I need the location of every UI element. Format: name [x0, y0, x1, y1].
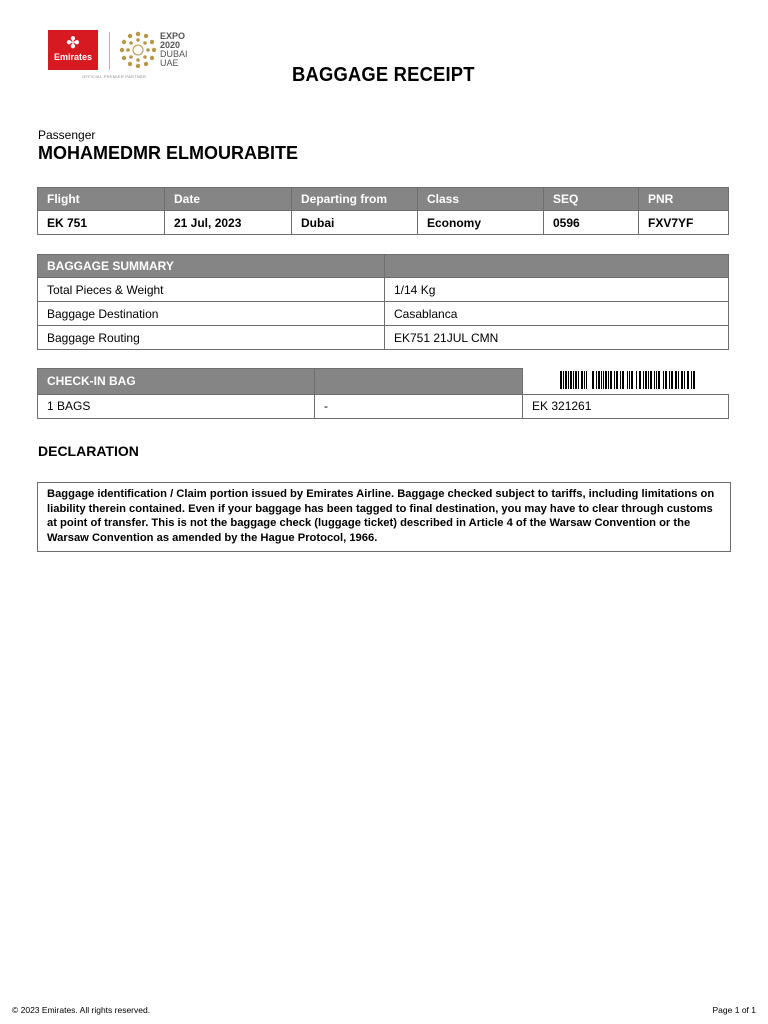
passenger-label: Passenger — [38, 128, 96, 142]
declaration-heading: DECLARATION — [38, 443, 139, 459]
table-header-row — [38, 369, 729, 395]
page-title: BAGGAGE RECEIPT — [292, 64, 475, 86]
table-row — [38, 302, 729, 326]
summary-label: Baggage Routing — [38, 326, 385, 350]
logo-divider — [109, 32, 110, 70]
summary-value: EK751 21JUL CMN — [385, 326, 729, 350]
baggage-summary-header: BAGGAGE SUMMARY — [38, 255, 385, 278]
table-header-row — [38, 188, 729, 211]
emirates-logo-text: Emirates — [53, 52, 93, 62]
passenger-name: MOHAMEDMR ELMOURABITE — [38, 143, 298, 163]
footer-page-number: Page 1 of 1 — [712, 1005, 756, 1015]
header-class: Class — [418, 188, 544, 211]
table-row — [38, 278, 729, 302]
table-row — [38, 326, 729, 350]
bag-tag-number: EK 321261 — [523, 394, 729, 418]
expo-line: 2020 — [160, 40, 181, 50]
summary-value: 1/14 Kg — [385, 278, 729, 302]
seq-value: 0596 — [544, 211, 639, 235]
header-date: Date — [165, 188, 292, 211]
declaration-text: Baggage identification / Claim portion issued by Emirates Airline. Baggage checked subject to tariffs, including limitations on liability therein contained. Even if your baggage has been tagged to final destination, you may have to clear through customs at point of transfer. This is not the baggage check (luggage ticket) described in Article 4 of the Warsaw Convention or the Warsaw Convention as amended by the Hague Protocol, 1966. — [37, 482, 731, 552]
header-flight: Flight — [38, 188, 165, 211]
footer-copyright: © 2023 Emirates. All rights reserved. — [12, 1005, 151, 1015]
pnr-value: FXV7YF — [639, 211, 729, 235]
expo-2020-text — [160, 32, 188, 68]
table-row — [38, 211, 729, 235]
baggage-summary-table — [37, 254, 729, 350]
barcode-cell — [523, 369, 729, 395]
summary-value: Casablanca — [385, 302, 729, 326]
expo-2020-emblem-icon — [119, 31, 157, 69]
emirates-logo — [48, 30, 98, 70]
expo-line: UAE — [160, 58, 179, 68]
summary-label: Total Pieces & Weight — [38, 278, 385, 302]
table-header-row — [38, 255, 729, 278]
emirates-calligraphy-icon: ✤ — [66, 33, 80, 52]
checkin-bag-header: CHECK-IN BAG — [38, 369, 315, 395]
summary-label: Baggage Destination — [38, 302, 385, 326]
expo-line: EXPO — [160, 31, 186, 41]
table-row — [38, 394, 729, 418]
flight-details-table — [37, 187, 729, 235]
header-departing-from: Departing from — [292, 188, 418, 211]
barcode-icon — [532, 369, 702, 391]
partner-caption: OFFICIAL PREMIER PARTNER — [82, 74, 147, 79]
bag-count: 1 BAGS — [38, 394, 315, 418]
bag-placeholder: - — [315, 394, 523, 418]
expo-line: DUBAI — [160, 49, 188, 59]
checkin-bag-table — [37, 368, 729, 419]
header-seq: SEQ — [544, 188, 639, 211]
checkin-bag-header-empty — [315, 369, 523, 395]
date-value: 21 Jul, 2023 — [165, 211, 292, 235]
baggage-summary-header-empty — [385, 255, 729, 278]
flight-value: EK 751 — [38, 211, 165, 235]
header-pnr: PNR — [639, 188, 729, 211]
class-value: Economy — [418, 211, 544, 235]
departing-from-value: Dubai — [292, 211, 418, 235]
